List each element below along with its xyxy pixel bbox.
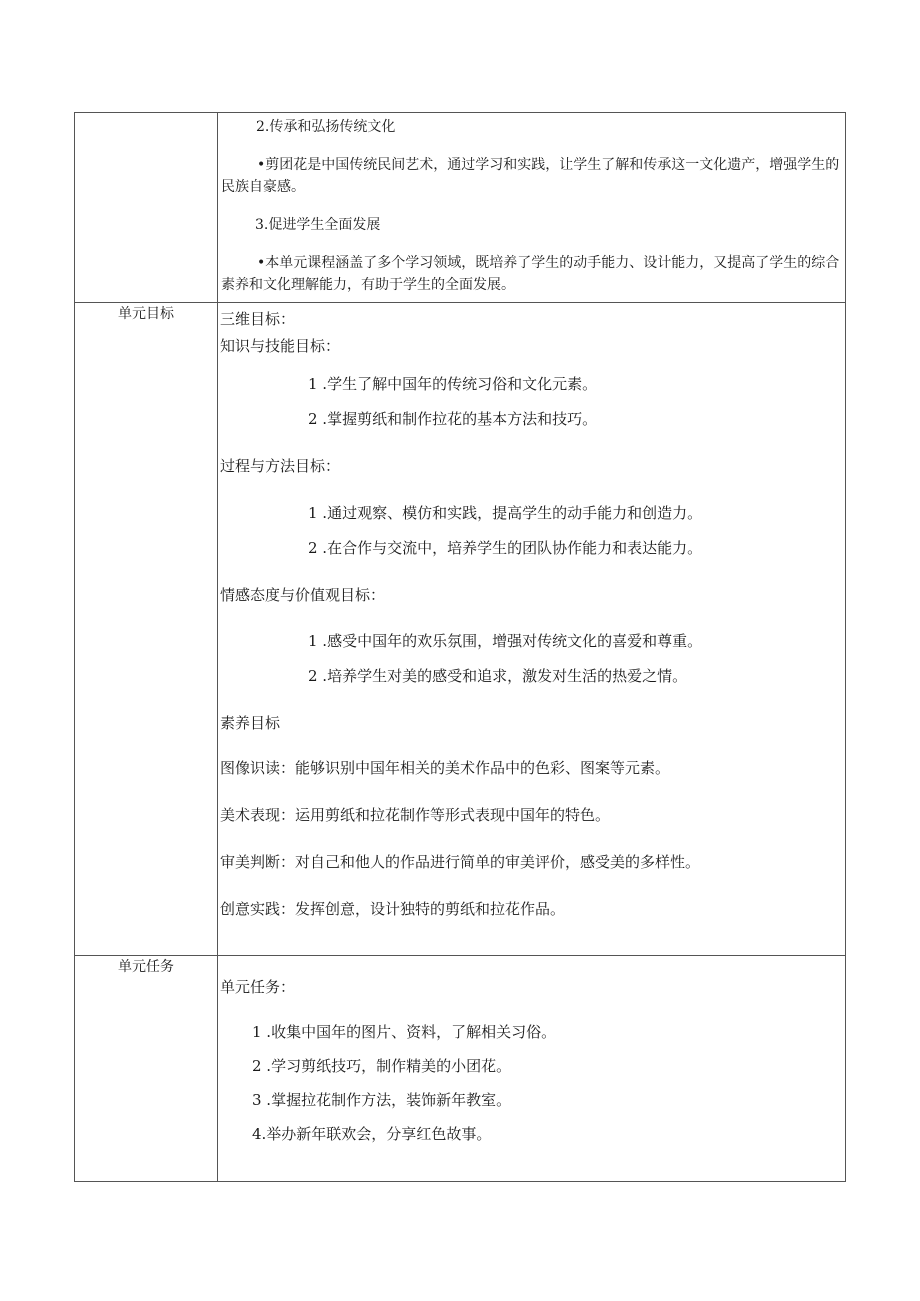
literacy-item-image-reading: 图像识读：能够识别中国年相关的美术作品中的色彩、图案等元素。 [220, 759, 671, 777]
process-item-2: 2 .在合作与交流中，培养学生的团队协作能力和表达能力。 [308, 539, 703, 557]
three-dimension-title: 三维目标： [220, 310, 296, 328]
literacy-item-aesthetic-judgment: 审美判断：对自己和他人的作品进行简单的审美评价，感受美的多样性。 [220, 853, 701, 871]
table-row-unit-tasks [75, 956, 846, 1182]
task-item-4: 4.举办新年联欢会，分享红色故事。 [252, 1125, 492, 1143]
task-item-2: 2 .学习剪纸技巧，制作精美的小团花。 [252, 1057, 512, 1075]
emotion-heading: 情感态度与价值观目标： [220, 586, 386, 604]
process-heading: 过程与方法目标： [220, 457, 341, 475]
tasks-heading: 单元任务： [220, 978, 296, 996]
knowledge-heading: 知识与技能目标： [220, 337, 341, 355]
row-content-culture [218, 113, 846, 303]
row-label-unit-tasks: 单元任务 [75, 956, 218, 1182]
row-label-empty [75, 113, 218, 303]
literacy-heading: 素养目标 [220, 714, 281, 732]
emotion-item-2: 2 .培养学生对美的感受和追求，激发对生活的热爱之情。 [308, 667, 688, 685]
table-row-unit-goals [75, 303, 846, 956]
heading-all-round-development: 3.促进学生全面发展 [255, 217, 381, 233]
row-content-unit-tasks [218, 956, 846, 1182]
task-item-3: 3 .掌握拉花制作方法，装饰新年教室。 [252, 1091, 512, 1109]
knowledge-item-1: 1 .学生了解中国年的传统习俗和文化元素。 [308, 375, 598, 393]
literacy-item-art-expression: 美术表现：运用剪纸和拉花制作等形式表现中国年的特色。 [220, 806, 611, 824]
table-row-continuation [75, 113, 846, 303]
row-label-unit-goals: 单元目标 [75, 303, 218, 956]
bullet-paper-cutting: •剪团花是中国传统民间艺术，通过学习和实践，让学生了解和传承这一文化遗产，增强学生的民族自豪感。 [221, 157, 840, 195]
process-item-1: 1 .通过观察、模仿和实践，提高学生的动手能力和创造力。 [308, 504, 703, 522]
document-table [74, 112, 846, 1182]
knowledge-item-2: 2 .掌握剪纸和制作拉花的基本方法和技巧。 [308, 410, 598, 428]
bullet-course-coverage: •本单元课程涵盖了多个学习领域，既培养了学生的动手能力、设计能力，又提高了学生的综合素养和文化理解能力，有助于学生的全面发展。 [221, 255, 840, 293]
heading-inherit-culture: 2.传承和弘扬传统文化 [256, 119, 396, 135]
literacy-item-creative-practice: 创意实践：发挥创意，设计独特的剪纸和拉花作品。 [220, 900, 566, 918]
row-content-unit-goals [218, 303, 846, 956]
task-item-1: 1 .收集中国年的图片、资料，了解相关习俗。 [252, 1023, 557, 1041]
emotion-item-1: 1 .感受中国年的欢乐氛围，增强对传统文化的喜爱和尊重。 [308, 632, 703, 650]
